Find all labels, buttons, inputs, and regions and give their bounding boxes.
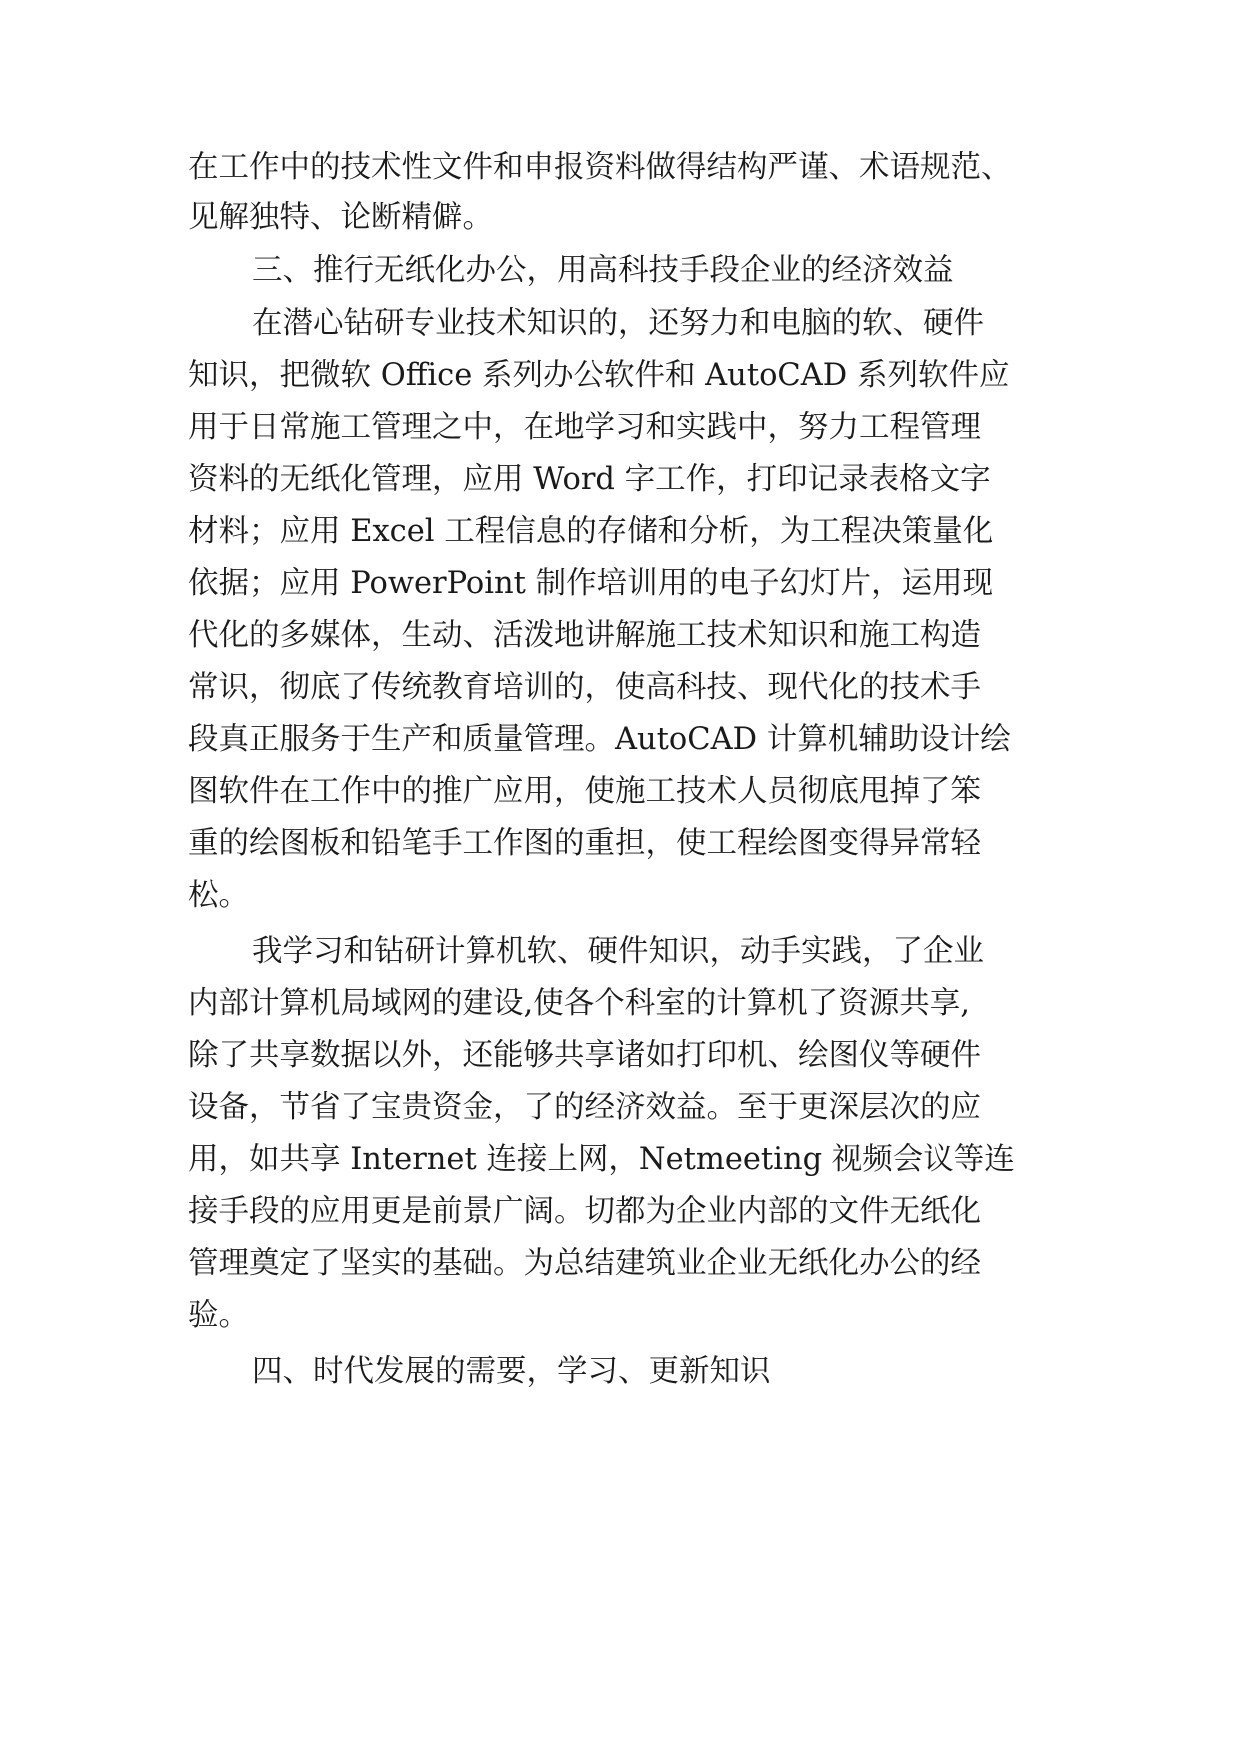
body-text-line: 我学习和钻研计算机软、硬件知识，动手实践，了企业 xyxy=(252,934,984,969)
body-text-line: 重的绘图板和铅笔手工作图的重担，使工程绘图变得异常轻 xyxy=(188,826,981,861)
section-heading: 三、推行无纸化办公，用高科技手段企业的经济效益 xyxy=(252,253,954,288)
body-text-line: 内部计算机局域网的建设,使各个科室的计算机了资源共享, xyxy=(188,986,970,1021)
body-text-line: 设备，节省了宝贵资金，了的经济效益。至于更深层次的应 xyxy=(188,1090,981,1125)
body-text-line: 在工作中的技术性文件和申报资料做得结构严谨、术语规范、 xyxy=(188,150,1012,185)
body-text-line: 接手段的应用更是前景广阔。切都为企业内部的文件无纸化 xyxy=(188,1194,981,1229)
body-text-line: 用，如共享 Internet 连接上网，Netmeeting 视频会议等连 xyxy=(188,1142,1015,1177)
body-text-line: 松。 xyxy=(188,878,249,913)
body-text-line: 资料的无纸化管理，应用 Word 字工作，打印记录表格文字 xyxy=(188,462,991,497)
body-text-line: 图软件在工作中的推广应用，使施工技术人员彻底甩掉了笨 xyxy=(188,774,981,809)
body-text-line: 依据；应用 PowerPoint 制作培训用的电子幻灯片，运用现 xyxy=(188,566,994,601)
body-text-line: 材料；应用 Excel 工程信息的存储和分析，为工程决策量化 xyxy=(188,514,994,549)
body-text-line: 除了共享数据以外，还能够共享诸如打印机、绘图仪等硬件 xyxy=(188,1038,981,1073)
body-text-line: 见解独特、论断精僻。 xyxy=(188,200,493,235)
body-text-line: 在潜心钻研专业技术知识的，还努力和电脑的软、硬件 xyxy=(252,306,984,341)
body-text-line: 验。 xyxy=(188,1298,249,1333)
body-text-line: 用于日常施工管理之中，在地学习和实践中，努力工程管理 xyxy=(188,410,981,445)
section-heading: 四、时代发展的需要，学习、更新知识 xyxy=(252,1354,771,1389)
body-text-line: 段真正服务于生产和质量管理。AutoCAD 计算机辅助设计绘 xyxy=(188,722,1011,757)
body-text-line: 代化的多媒体，生动、活泼地讲解施工技术知识和施工构造 xyxy=(188,618,981,653)
body-text-line: 管理奠定了坚实的基础。为总结建筑业企业无纸化办公的经 xyxy=(188,1246,981,1281)
body-text-line: 知识，把微软 Office 系列办公软件和 AutoCAD 系列软件应 xyxy=(188,358,1010,393)
body-text-line: 常识，彻底了传统教育培训的，使高科技、现代化的技术手 xyxy=(188,670,981,705)
